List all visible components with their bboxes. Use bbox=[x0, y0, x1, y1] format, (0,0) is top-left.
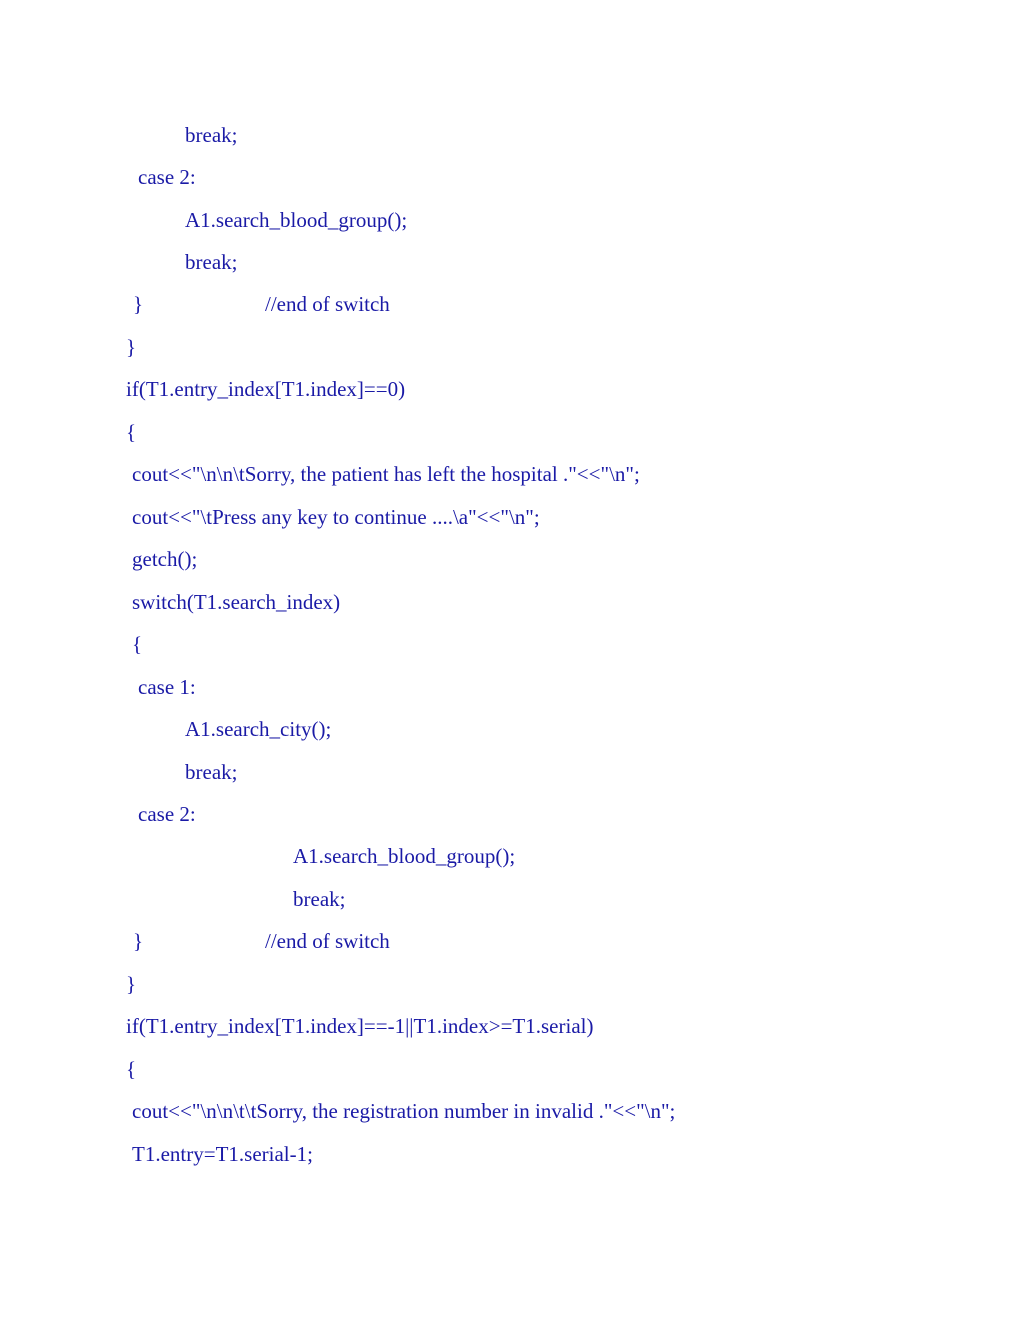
code-line: } bbox=[126, 972, 137, 996]
code-line: { bbox=[126, 1057, 137, 1081]
code-line: if(T1.entry_index[T1.index]==-1||T1.index>=T1.serial) bbox=[126, 1014, 594, 1038]
code-line: case 2: bbox=[138, 165, 196, 189]
code-line: } bbox=[133, 292, 144, 316]
code-line: } bbox=[133, 929, 144, 953]
code-line: break; bbox=[185, 760, 238, 784]
code-line: A1.search_blood_group(); bbox=[185, 208, 408, 232]
code-line: switch(T1.search_index) bbox=[132, 590, 341, 614]
code-line: case 2: bbox=[138, 802, 196, 826]
code-line: cout<<"\n\n\tSorry, the patient has left the hospital ."<<"\n"; bbox=[132, 462, 640, 486]
code-line: { bbox=[126, 420, 137, 444]
code-line: if(T1.entry_index[T1.index]==0) bbox=[126, 377, 406, 401]
code-line: T1.entry=T1.serial-1; bbox=[132, 1142, 313, 1166]
code-comment: //end of switch bbox=[265, 292, 390, 316]
code-line: break; bbox=[293, 887, 346, 911]
code-line: getch(); bbox=[132, 547, 198, 571]
code-line: cout<<"\n\n\t\tSorry, the registration number in invalid ."<<"\n"; bbox=[132, 1099, 676, 1123]
code-line: cout<<"\tPress any key to continue ....\a"<<"\n"; bbox=[132, 505, 540, 529]
code-line: break; bbox=[185, 250, 238, 274]
code-line: { bbox=[132, 632, 143, 656]
code-comment: //end of switch bbox=[265, 929, 390, 953]
code-line: } bbox=[126, 335, 137, 359]
code-line: break; bbox=[185, 123, 238, 147]
code-line: case 1: bbox=[138, 675, 196, 699]
code-line: A1.search_city(); bbox=[185, 717, 332, 741]
code-line: A1.search_blood_group(); bbox=[293, 844, 516, 868]
